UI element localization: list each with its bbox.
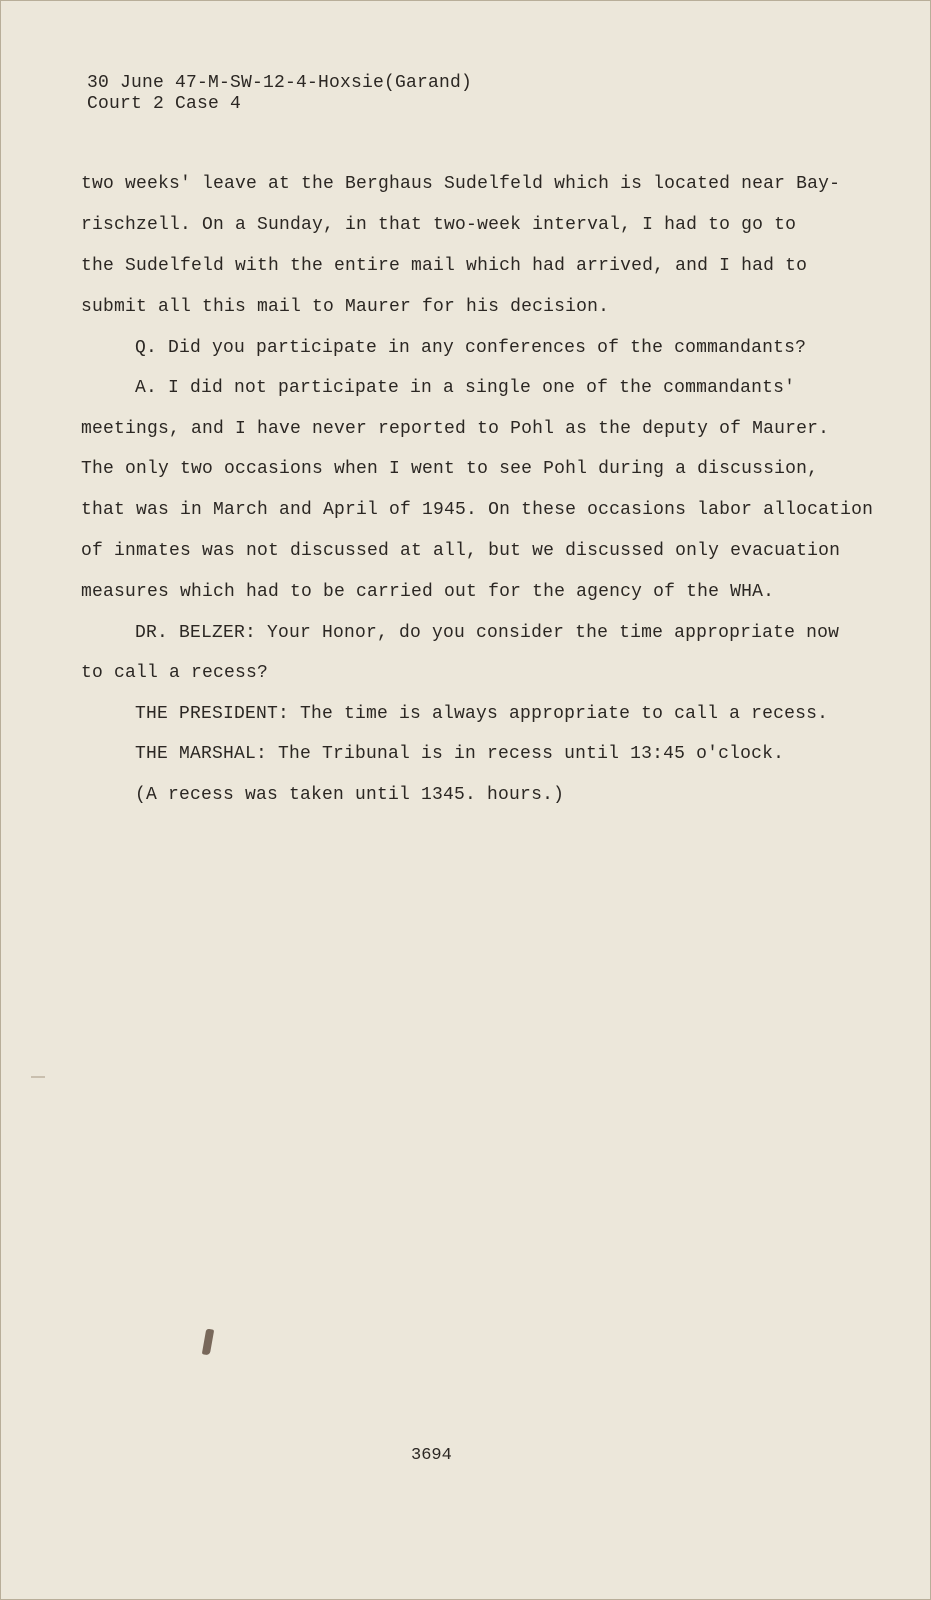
transcript-line: two weeks' leave at the Berghaus Sudelfeld which is located near Bay- <box>81 174 841 194</box>
transcript-line: meetings, and I have never reported to Pohl as the deputy of Maurer. <box>81 419 830 439</box>
header-date-reference: 30 June 47-M-SW-12-4-Hoxsie(Garand) <box>87 73 473 93</box>
transcript-line: measures which had to be carried out for the agency of the WHA. <box>81 582 775 602</box>
answer-line: A. I did not participate in a single one of the commandants' <box>135 378 796 398</box>
transcript-line: the Sudelfeld with the entire mail which had arrived, and I had to <box>81 256 808 276</box>
transcript-line: submit all this mail to Maurer for his decision. <box>81 297 610 317</box>
recess-note: (A recess was taken until 1345. hours.) <box>135 785 565 805</box>
margin-mark <box>31 1076 45 1078</box>
page-number: 3694 <box>411 1446 452 1465</box>
transcript-line: that was in March and April of 1945. On these occasions labor allocation <box>81 500 874 520</box>
question-line: Q. Did you participate in any conferences of the commandants? <box>135 338 807 358</box>
header-court-case: Court 2 Case 4 <box>87 94 242 114</box>
transcript-line: of inmates was not discussed at all, but we discussed only evacuation <box>81 541 841 561</box>
ink-smudge <box>202 1329 214 1356</box>
transcript-line: rischzell. On a Sunday, in that two-week interval, I had to go to <box>81 215 797 235</box>
speaker-line: THE MARSHAL: The Tribunal is in recess until 13:45 o'clock. <box>135 744 785 764</box>
transcript-line: to call a recess? <box>81 663 269 683</box>
speaker-line: DR. BELZER: Your Honor, do you consider the time appropriate now <box>135 623 840 643</box>
speaker-line: THE PRESIDENT: The time is always appropriate to call a recess. <box>135 704 829 724</box>
transcript-line: The only two occasions when I went to see Pohl during a discussion, <box>81 459 819 479</box>
